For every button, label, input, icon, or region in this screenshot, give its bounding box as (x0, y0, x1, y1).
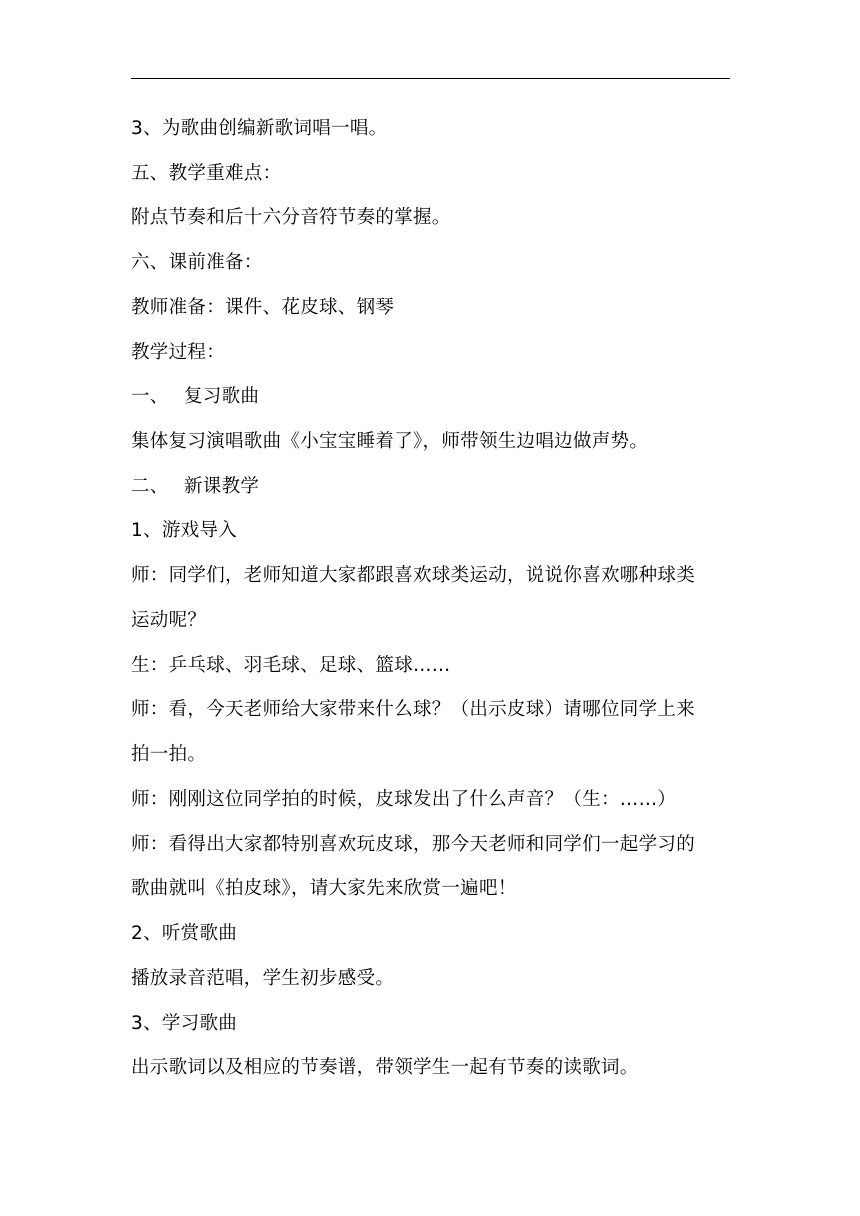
review-heading-number: 一、 (131, 386, 169, 407)
teacher-line-1a: 师：同学们，老师知道大家都跟喜欢球类运动，说说你喜欢哪种球类 (131, 565, 696, 586)
key-points-text: 附点节奏和后十六分音符节奏的掌握。 (131, 207, 451, 228)
listen-heading: 2、听赏歌曲 (131, 923, 238, 944)
header-rule (131, 78, 730, 79)
student-line-1: 生：乒乓球、羽毛球、足球、篮球…… (131, 655, 451, 676)
teacher-line-4a: 师：看得出大家都特别喜欢玩皮球，那今天老师和同学们一起学习的 (131, 834, 696, 855)
preparation-text: 教师准备：课件、花皮球、钢琴 (131, 297, 395, 318)
new-lesson-heading (131, 474, 259, 500)
new-lesson-heading-title: 新课教学 (184, 476, 260, 497)
teacher-line-2b: 拍一拍。 (131, 744, 207, 765)
objective-3: 3、为歌曲创编新歌词唱一唱。 (131, 118, 388, 139)
new-lesson-heading-number: 二、 (131, 476, 169, 497)
section-heading-key-points: 五、教学重难点： (131, 163, 282, 184)
teacher-line-3: 师：刚刚这位同学拍的时候，皮球发出了什么声音？（生：……） (131, 789, 677, 810)
review-heading-title: 复习歌曲 (184, 386, 260, 407)
process-heading: 教学过程： (131, 342, 226, 363)
teacher-line-1b: 运动呢？ (131, 610, 207, 631)
learn-text: 出示歌词以及相应的节奏谱，带领学生一起有节奏的读歌词。 (131, 1057, 639, 1078)
teacher-line-2a: 师：看，今天老师给大家带来什么球？（出示皮球）请哪位同学上来 (131, 699, 696, 720)
review-heading (131, 384, 259, 410)
review-text: 集体复习演唱歌曲《小宝宝睡着了》，师带领生边唱边做声势。 (131, 431, 649, 452)
game-intro-heading: 1、游戏导入 (131, 520, 238, 541)
teacher-line-4b: 歌曲就叫《拍皮球》，请大家先来欣赏一遍吧！ (131, 878, 517, 899)
section-heading-preparation: 六、课前准备： (131, 252, 263, 273)
listen-text: 播放录音范唱，学生初步感受。 (131, 968, 395, 989)
learn-heading: 3、学习歌曲 (131, 1013, 238, 1034)
